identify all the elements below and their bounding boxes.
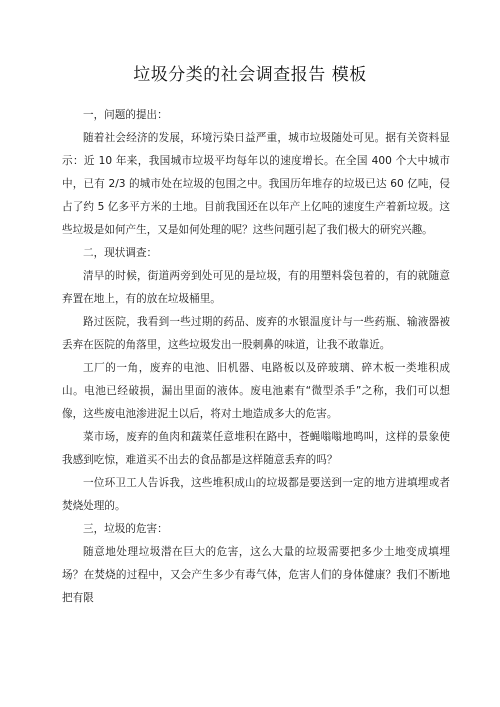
paragraph-hospital: 路过医院，我看到一些过期的药品、废弃的水银温度计与一些药瓶、输液器被丢弃在医院的角落里，这些垃圾发出一股刺鼻的味道，让我不敢靠近。 — [62, 316, 450, 351]
section-heading-3: 三，垃圾的危害： — [83, 523, 168, 535]
paragraph-factory: 工厂的一角，废弃的电池、旧机器、电路板以及碎玻璃、碎木板一类堆积成山。电池已经破损，漏出里面的液体。废电池素有“微型杀手”之称，我们可以想像，这些废电池渗进泥土以后，将对土地造成多大的危害。 — [62, 362, 450, 420]
document-body — [62, 104, 450, 610]
paragraph-hazards: 随意地处理垃圾潜在巨大的危害，这么大量的垃圾需要把多少土地变成填埋场？在焚烧的过程中，又会产生多少有毒气体，危害人们的身体健康？我们不断地把有限 — [62, 546, 450, 604]
document-title: 垃圾分类的社会调查报告 模板 — [133, 65, 367, 85]
section-heading-1: 一，问题的提出： — [83, 109, 168, 121]
paragraph-sanitation-worker: 一位环卫工人告诉我，这些堆积成山的垃圾都是要送到一定的地方进填埋或者焚烧处理的。 — [62, 477, 450, 512]
paragraph-street: 清早的时候，街道两旁到处可见的是垃圾，有的用塑料袋包着的，有的就随意弃置在地上，有的放在垃圾桶里。 — [62, 270, 450, 305]
paragraph-problem: 随着社会经济的发展，环境污染日益严重，城市垃圾随处可见。据有关资料显示：近 10 年来，我国城市垃圾平均每年以的速度增长。在全国 400 个大中城市中，已有 2/3 的城市处在垃圾的包围之中。我国历年堆存的垃圾已达 60 亿吨，侵占了约 5 亿多平方米的土地。目前我国还在以年产上亿吨的速度生产着新垃圾。这些垃圾是如何产生，又是如何处理的呢？这些问题引起了我们极大的研究兴趣。 — [62, 132, 450, 236]
section-heading-2: 二，现状调查： — [83, 247, 158, 259]
paragraph-market: 菜市场，废弃的鱼肉和蔬菜任意堆积在路中，苍蝇嗡嗡地鸣叫，这样的景象使我感到吃惊，难道买不出去的食品都是这样随意丢弃的吗？ — [62, 431, 450, 466]
